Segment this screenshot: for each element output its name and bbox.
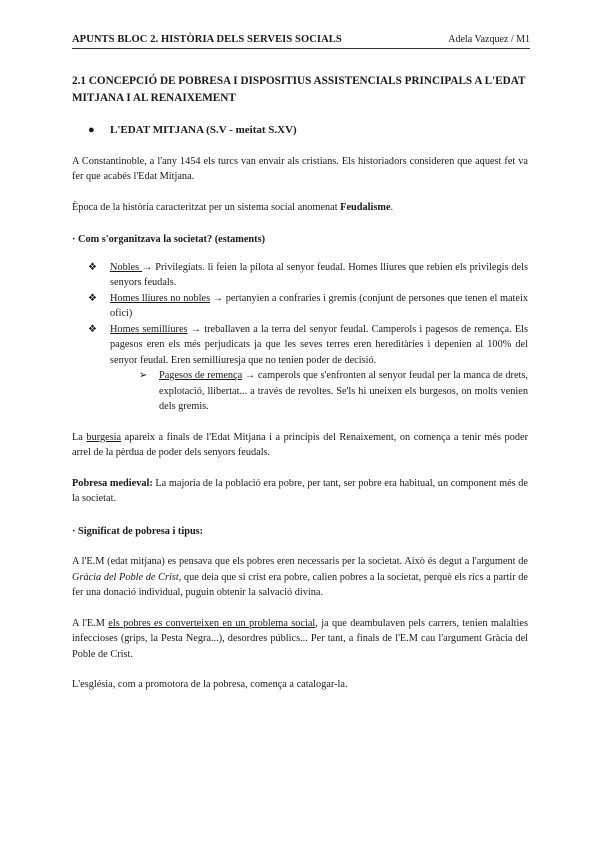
feudalisme-term: Feudalisme — [340, 201, 391, 213]
list-item-text — [110, 260, 528, 291]
intro-paragraph-1: A Constantinoble, a l'any 1454 els turcs van envair als cristians. Els historiadors consideren que aquest fet va fer que acabés l'Edat Mitjana. — [72, 155, 528, 182]
list-item-text — [110, 322, 528, 369]
list-item-term: Homes lliures no nobles — [110, 292, 211, 304]
estaments-list — [72, 260, 528, 415]
estaments-heading: · Com s'organitzava la societat? (estaments) — [72, 234, 266, 245]
list-item — [88, 260, 528, 291]
diamond-bullet-icon: ❖ — [88, 323, 97, 335]
intro-paragraph-2 — [72, 200, 528, 216]
significat-paragraph-2 — [72, 616, 528, 663]
bullet-dot-icon: ● — [88, 124, 95, 136]
pobresa-text: La majoria de la població era pobre, per tant, ser pobre era habitual, un component més de la societat. — [72, 477, 528, 504]
significat-p2-lead: A l'E.M — [72, 617, 109, 629]
significat-p1-text: , que deia que si crist era pobre, calien pobres a la societat, perquè els rics a partir de fer una donació individual, puguin obtenir la salvació divina. — [72, 571, 529, 598]
pobresa-label: Pobresa medieval: — [72, 477, 153, 489]
list-item-text — [110, 291, 528, 322]
significat-p2-text: , ja que deambulaven pels carrers, tenien malalties infeccioses (grips, la Pesta Negra...), desordres públics... Per tant, a finals de l'E.M cau l'argument Gràcia del Poble de Crist. — [72, 617, 528, 660]
intro-p2-text: Època de la història caracteritzat per un sistema social anomenat — [72, 201, 341, 213]
sub-list-item-text — [159, 368, 528, 415]
significat-paragraph-1 — [72, 554, 528, 601]
significat-heading: · Significat de pobresa i tipus: — [72, 525, 204, 537]
intro-p2-end: . — [390, 201, 394, 213]
list-item-desc: → treballaven a la terra del senyor feudal. Camperols i pagesos de remença. Els pagesos eren els més perjudicats ja que les seves terres eren hereditàries i depenien al 100% del senyor feudal. Eren semilliuresja que no tenien poder de decisió. — [110, 323, 528, 366]
document-body — [72, 73, 528, 693]
burgesia-lead: La — [72, 431, 87, 443]
list-item-desc: → Privilegiats. li feien la pilota al senyor feudal. Homes lliures que rebien els privilegis dels senyors feudals. — [110, 261, 528, 288]
arrow-bullet-icon: ➢ — [139, 370, 148, 381]
significat-paragraph-3: L'església, com a promotora de la pobresa, comença a catalogar-la. — [72, 679, 348, 690]
header-author: Adela Vazquez / M1 — [448, 34, 530, 45]
gracia-term: Gràcia del Poble de Crist — [72, 571, 179, 583]
section-title: 2.1 CONCEPCIÓ DE POBRESA I DISPOSITIUS ASSISTENCIALS PRINCIPALS A L'EDAT MITJANA I AL RENAIXEMENT — [72, 75, 526, 104]
burgesia-paragraph — [72, 430, 528, 461]
problema-social-term: els pobres es converteixen en un problema social — [108, 617, 316, 629]
header-title: APUNTS BLOC 2. HISTÒRIA DELS SERVEIS SOCIALS — [72, 34, 342, 45]
pobresa-paragraph — [72, 476, 528, 507]
burgesia-term: burgesia — [86, 431, 122, 443]
diamond-bullet-icon: ❖ — [88, 292, 97, 304]
list-item-term: Homes semilliures — [110, 323, 188, 335]
list-item-desc: → pertanyien a confraries i gremis (conjunt de persones que tenen el mateix ofici) — [110, 292, 528, 319]
sub-list-item — [88, 368, 528, 415]
bullet-heading-text: L'EDAT MITJANA (S.V - meitat S.XV) — [110, 124, 297, 136]
list-item — [88, 291, 528, 322]
list-item-term: Nobles — [110, 261, 143, 273]
sub-list-item-desc: → camperols que s'enfronten al senyor feudal per la manca de drets, explotació, llibertat... a través de revoltes. Se'ls hi uneixen els burgesos, on molts venien dels gremis. — [159, 370, 528, 412]
sub-list-item-term: Pagesos de remença — [159, 370, 243, 381]
list-item — [88, 322, 528, 369]
bullet-heading — [72, 123, 528, 139]
page-header — [72, 34, 530, 49]
significat-p1-lead: A l'E.M (edat mitjana) es pensava que els pobres eren necessaris per la societat. Això és degut a l'argument de — [72, 556, 528, 567]
burgesia-text: apareix a finals de l'Edat Mitjana i a principis del Renaixement, on comença a tenir més poder arrel de la pèrdua de poder dels senyors feudals. — [72, 431, 528, 458]
diamond-bullet-icon: ❖ — [88, 261, 97, 273]
